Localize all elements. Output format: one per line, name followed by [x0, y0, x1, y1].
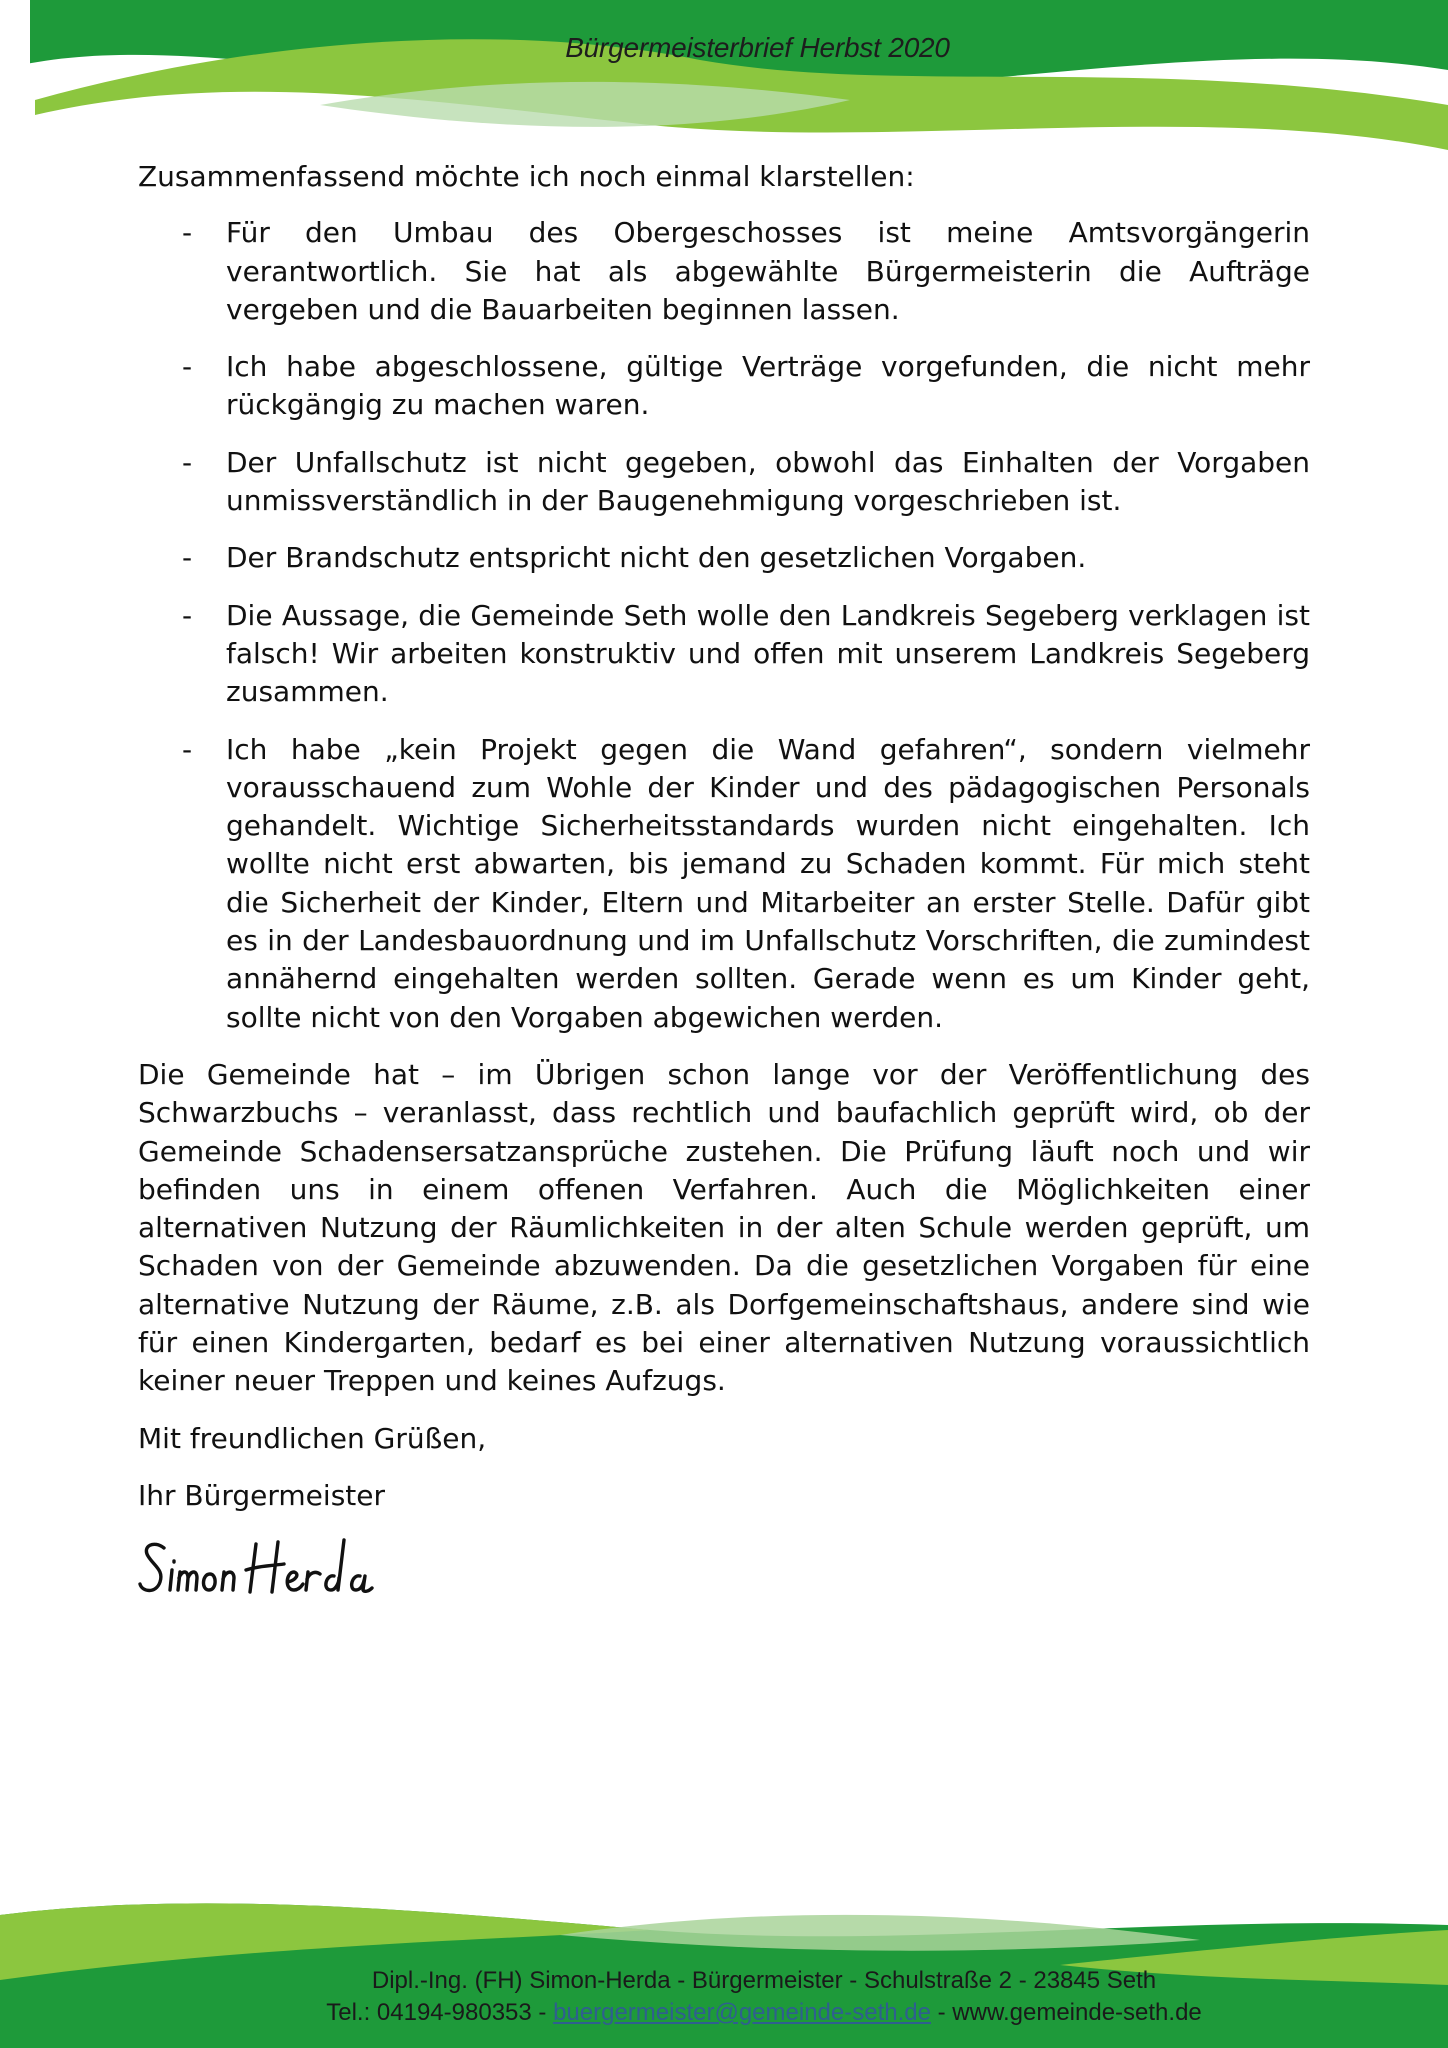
footer-website: - www.gemeinde-seth.de: [930, 1999, 1202, 2026]
bullet-marker: -: [182, 541, 193, 575]
list-item: [138, 539, 1310, 577]
list-item: [138, 444, 1310, 521]
list-item-text: Ich habe abgeschlossene, gültige Verträge vorgefunden, die nicht mehr rückgängig zu machen waren.: [226, 350, 1310, 422]
list-item-text: Der Brandschutz entspricht nicht den gesetzlichen Vorgaben.: [226, 541, 1087, 575]
bullet-list: [138, 214, 1310, 1037]
main-paragraph: Die Gemeinde hat – im Übrigen schon lange vor der Veröffentlichung des Schwarzbuchs – veranlasst, dass rechtlich und baufachlich geprüft wird, ob der Gemeinde Schadensersatzansprüche zustehen. Die Prüfung läuft noch und wir befinden uns in einem offenen Verfahren. Auch die Möglichkeiten einer alternativen Nutzung der Räumlichkeiten in der alten Schule werden geprüft, um Schaden von der Gemeinde abzuwenden. Da die gesetzlichen Vorgaben für eine alternative Nutzung der Räume, z.B. als Dorfgemeinschaftshaus, andere sind wie für einen Kindergarten, bedarf es bei einer alternativen Nutzung voraussichtlich keiner neuer Treppen und keines Aufzugs.: [138, 1057, 1310, 1398]
intro-paragraph: Zusammenfassend möchte ich noch einmal klarstellen:: [138, 160, 915, 193]
list-item-text: Die Aussage, die Gemeinde Seth wolle den Landkreis Segeberg verklagen ist falsch! Wir arbeiten konstruktiv und offen mit unserem Landkreis Segeberg zusammen.: [226, 598, 1310, 709]
bullet-marker: -: [182, 216, 193, 250]
bullet-marker: -: [182, 445, 193, 479]
list-item-text: Ich habe „kein Projekt gegen die Wand gefahren“, sondern vielmehr vorausschauend zum Wohle der Kinder und des pädagogischen Personals gehandelt. Wichtige Sicherheitsstandards wurden nicht eingehalten. Ich wollte nicht erst abwarten, bis jemand zu Schaden kommt. Für mich steht die Sicherheit der Kinder, Eltern und Mitarbeiter an erster Stelle. Dafür gibt es in der Landesbauordnung und im Unfallschutz Vorschriften, die zumindest annähernd eingehalten werden sollten. Gerade wenn es um Kinder geht, sollte nicht von den Vorgaben abgewichen werden.: [226, 732, 1310, 1034]
greeting: Mit freundlichen Grüßen,: [138, 1421, 487, 1455]
header-left-margin: [0, 0, 30, 165]
footer-email-link[interactable]: buergermeister@gemeinde-seth.de: [553, 1999, 931, 2026]
footer-contact: [40, 1999, 1448, 2027]
list-item: [138, 214, 1310, 329]
footer-address: Dipl.-Ing. (FH) Simon-Herda - Bürgermeister - Schulstraße 2 - 23845 Seth: [371, 1967, 1157, 1994]
header-title: Bürgermeisterbrief Herbst 2020: [565, 32, 950, 63]
closing-title: Ihr Bürgermeister: [138, 1478, 385, 1512]
bullet-marker: -: [182, 732, 193, 766]
letter-body: [138, 158, 1310, 1604]
signature-image: [138, 1534, 378, 1604]
footer-phone: Tel.: 04194-980353 -: [326, 1999, 554, 2026]
list-item: [138, 731, 1310, 1037]
list-item-text: Der Unfallschutz ist nicht gegeben, obwohl das Einhalten der Vorgaben unmissverständlich in der Baugenehmigung vorgeschrieben ist.: [226, 445, 1310, 518]
bullet-marker: -: [182, 350, 193, 384]
bullet-marker: -: [182, 598, 193, 632]
header-banner: [0, 0, 1448, 165]
list-item: [138, 348, 1310, 425]
list-item: [138, 597, 1310, 712]
list-item-text: Für den Umbau des Obergeschosses ist meine Amtsvorgängerin verantwortlich. Sie hat als abgewählte Bürgermeisterin die Aufträge vergeben und die Bauarbeiten beginnen lassen.: [226, 216, 1310, 326]
